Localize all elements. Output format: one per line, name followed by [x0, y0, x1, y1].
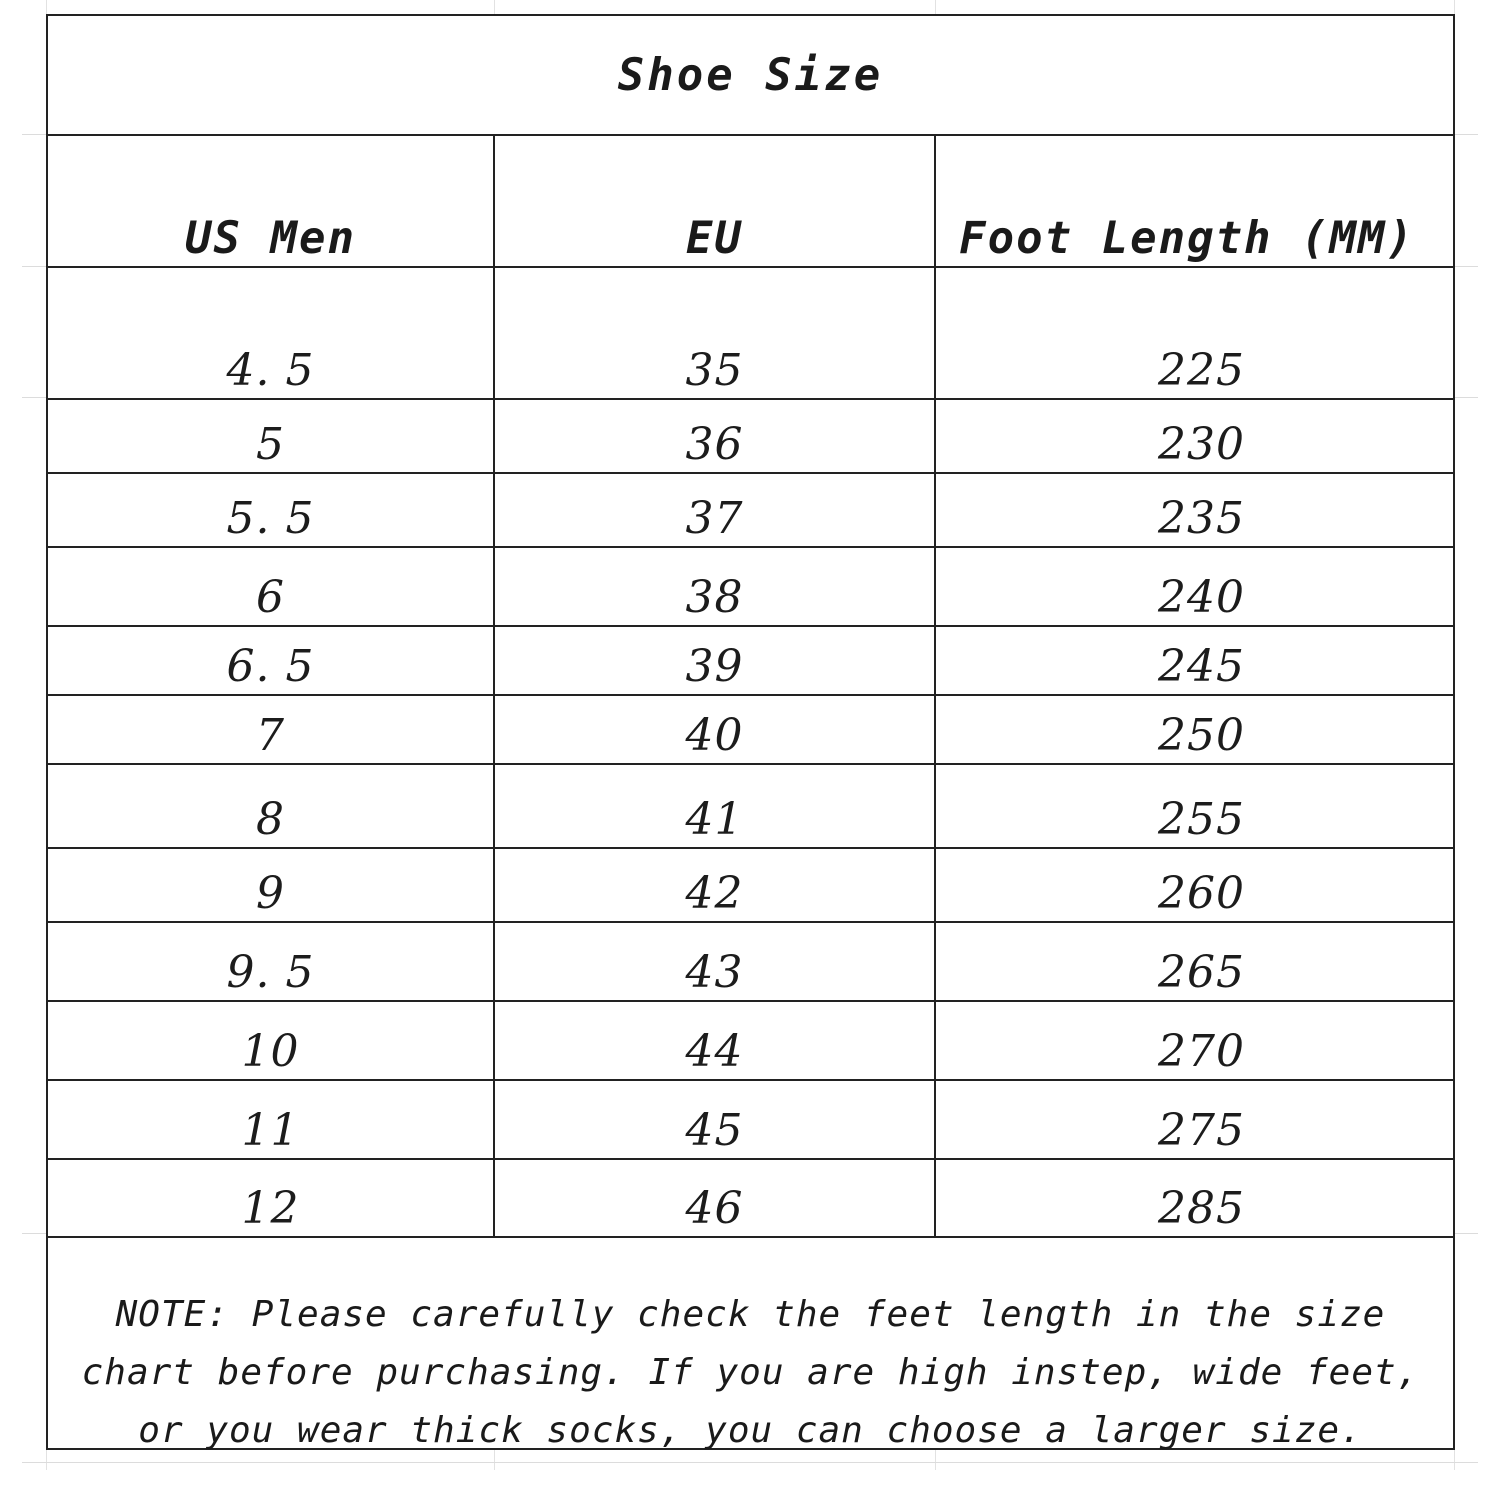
table-row — [48, 474, 1453, 548]
table-row — [48, 765, 1453, 849]
cell-us-men: 7 — [48, 696, 495, 763]
cell-foot-length: 270 — [1158, 1026, 1245, 1077]
grid-row-line — [22, 1462, 1478, 1463]
table-row — [48, 1160, 1453, 1238]
cell-us-men: 10 — [48, 1002, 495, 1079]
cell-foot-length: 265 — [1158, 947, 1245, 998]
cell-eu: 36 — [495, 400, 936, 472]
header-cell-eu — [495, 136, 936, 266]
table-row — [48, 627, 1453, 696]
cell-eu: 41 — [495, 765, 936, 847]
cell-foot-length: 245 — [1158, 641, 1245, 692]
cell-us-men: 5. 5 — [48, 474, 495, 546]
cell-us-men: 5 — [48, 400, 495, 472]
table-row — [48, 1002, 1453, 1081]
cell-eu: 35 — [495, 268, 936, 398]
table-row — [48, 548, 1453, 627]
cell-foot-length: 250 — [1158, 710, 1245, 761]
cell-foot-length: 255 — [1158, 794, 1245, 845]
table-row — [48, 696, 1453, 765]
cell-us-men: 8 — [48, 765, 495, 847]
cell-eu: 46 — [495, 1160, 936, 1236]
cell-foot-length: 230 — [1158, 419, 1245, 470]
cell-eu: 43 — [495, 923, 936, 1000]
cell-us-men: 9 — [48, 849, 495, 921]
header-cell-foot-length — [936, 136, 1455, 266]
header-label: US Men — [185, 213, 356, 264]
cell-foot-length: 240 — [1158, 572, 1245, 623]
cell-foot-length: 260 — [1158, 868, 1245, 919]
cell-us-men: 6. 5 — [48, 627, 495, 694]
cell-eu: 44 — [495, 1002, 936, 1079]
cell-eu: 37 — [495, 474, 936, 546]
cell-eu: 38 — [495, 548, 936, 625]
cell-foot-length: 275 — [1158, 1105, 1245, 1156]
header-label: EU — [686, 213, 743, 264]
table-title: Shoe Size — [617, 49, 884, 101]
cell-eu: 40 — [495, 696, 936, 763]
header-cell-us-men — [48, 136, 495, 266]
cell-us-men: 6 — [48, 548, 495, 625]
size-note: NOTE: Please carefully check the feet length in the size chart before purchasing. If you are high instep, wide feet, or you wear thick socks, you can choose a larger size. — [81, 1294, 1420, 1451]
cell-foot-length: 235 — [1158, 493, 1245, 544]
table-row — [48, 268, 1453, 400]
cell-eu: 42 — [495, 849, 936, 921]
table-row — [48, 923, 1453, 1002]
size-chart-table — [46, 14, 1455, 1450]
header-row — [48, 136, 1453, 268]
header-label: Foot Length (MM) — [959, 213, 1415, 264]
table-row — [48, 1081, 1453, 1160]
cell-foot-length: 225 — [1158, 345, 1245, 396]
table-row — [48, 849, 1453, 923]
cell-eu: 39 — [495, 627, 936, 694]
title-row — [48, 16, 1453, 136]
cell-us-men: 11 — [48, 1081, 495, 1158]
table-row — [48, 400, 1453, 474]
cell-eu: 45 — [495, 1081, 936, 1158]
cell-us-men: 9. 5 — [48, 923, 495, 1000]
cell-us-men: 12 — [48, 1160, 495, 1236]
cell-us-men: 4. 5 — [48, 268, 495, 398]
cell-foot-length: 285 — [1158, 1183, 1245, 1234]
